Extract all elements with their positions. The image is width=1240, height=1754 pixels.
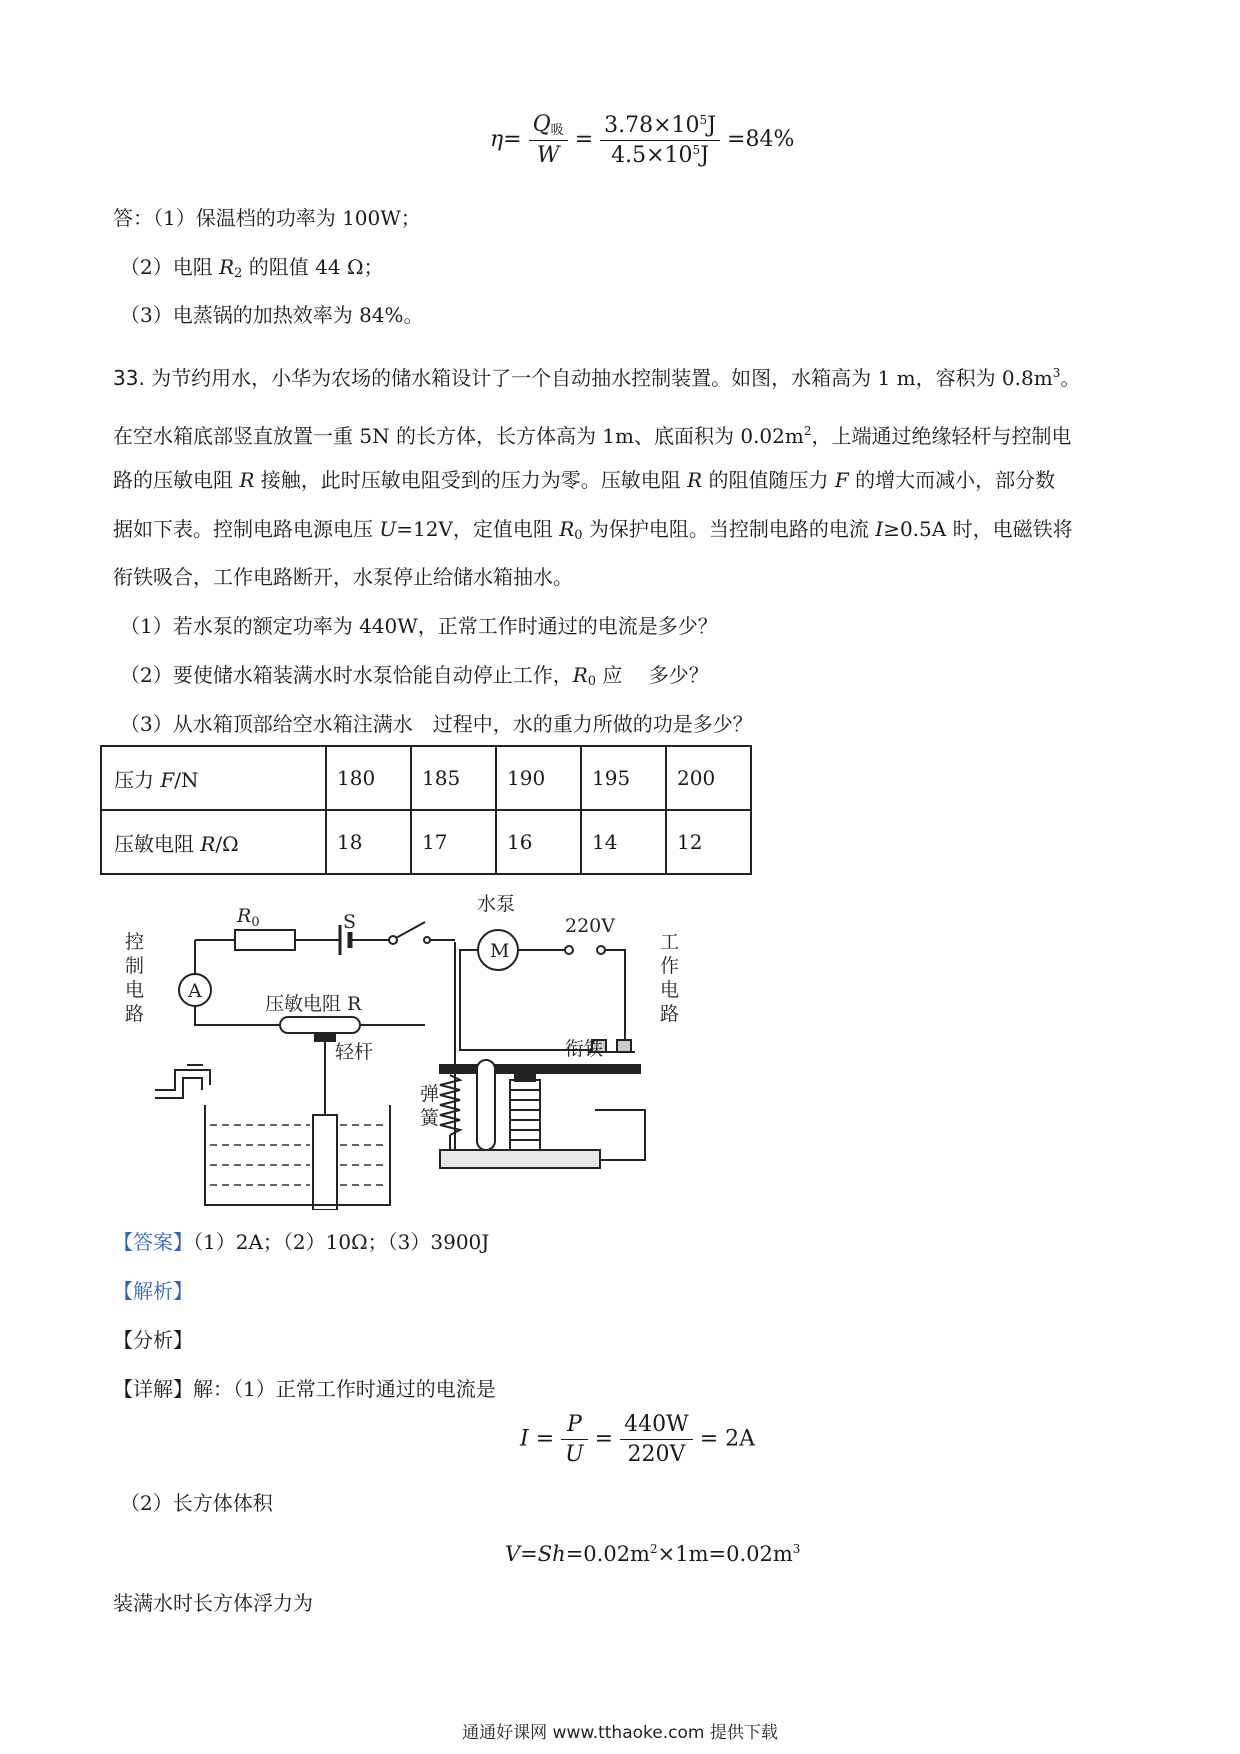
table-cell: 17 xyxy=(411,810,496,874)
table-cell: 18 xyxy=(326,810,411,874)
work-circuit-char: 工 xyxy=(660,931,680,953)
table-cell: 12 xyxy=(666,810,751,874)
motor-label: M xyxy=(490,940,510,962)
r0-label: $R_0$ xyxy=(237,905,260,930)
table-cell: 16 xyxy=(496,810,581,874)
problem-line-5: 衔铁吸合，工作电路断开，水泵停止给储水箱抽水。 xyxy=(113,565,573,589)
volume-formula: $V=Sh=0.02m^2\times 1m=0.02m^3$ xyxy=(505,1542,801,1566)
table-header-resistance: 压敏电阻 R/Ω xyxy=(101,810,326,874)
r0-resistor xyxy=(235,930,295,950)
fenxi-tag: 【分析】 xyxy=(113,1328,193,1352)
pressure-sensor xyxy=(280,1017,360,1033)
question-2: （2）要使储水箱装满水时水泵恰能自动停止工作，$R_0$ 应 多少？ xyxy=(120,663,709,689)
armature-label: 衔铁 xyxy=(565,1038,604,1060)
problem-line-2: 在空水箱底部竖直放置一重 5N 的长方体，长方体高为 1m、底面积为 $0.02m^2$，上端通过绝缘轻杆与控制电 xyxy=(113,424,1072,448)
answer-tag: 【答案】 xyxy=(113,1230,193,1254)
work-circuit-char: 路 xyxy=(660,1003,680,1025)
problem-line-4: 据如下表。控制电路电源电压 U=12V，定值电阻 $R_0$ 为保护电阻。当控制电路的电流 I≥0.5A 时，电磁铁将 xyxy=(113,517,1073,543)
circuit-diagram xyxy=(125,880,745,1210)
eta-symbol: η= xyxy=(490,127,522,152)
fraction-q-over-w: $\frac{Q_吸}{W}$ xyxy=(529,112,568,168)
efficiency-result: =84% xyxy=(727,127,795,152)
problem-number: 33. xyxy=(113,366,145,390)
spring-char: 弹 xyxy=(420,1083,440,1105)
step-2-line: （2）长方体体积 xyxy=(120,1491,273,1515)
work-circuit-char: 电 xyxy=(660,979,680,1001)
sensor-label: 压敏电阻 R xyxy=(265,993,362,1015)
fraction-values: $\frac{3.78\times 10^5J}{4.5\times 10^5J}$ xyxy=(600,113,720,168)
rod-label: 轻杆 xyxy=(335,1041,374,1063)
control-circuit-char: 路 xyxy=(125,1003,145,1025)
control-circuit-char: 控 xyxy=(125,931,145,953)
switch-label: S xyxy=(343,911,357,933)
problem-line-1: 33. 为节约用水，小华为农场的储水箱设计了一个自动抽水控制装置。如图，水箱高为 1 m，容积为 $0.8m^3$。 xyxy=(113,366,1081,390)
table-row xyxy=(101,810,751,874)
table-cell: 14 xyxy=(581,810,666,874)
efficiency-formula: η= $\frac{Q_吸}{W}$ = $\frac{3.78\times 10^5J}{4.5\times 10^5J}$ =84% xyxy=(490,112,795,168)
answer-line-3: （3）电蒸锅的加热效率为 84%。 xyxy=(120,303,424,327)
table-cell: 185 xyxy=(411,746,496,810)
work-circuit-char: 作 xyxy=(660,955,680,977)
answer-line-1: 答：（1）保温档的功率为 100W； xyxy=(113,206,421,230)
page-footer: 通通好课网 www.tthaoke.com 提供下载 xyxy=(462,1723,778,1743)
pressure-resistance-table xyxy=(100,745,752,875)
control-circuit-char: 制 xyxy=(125,955,145,977)
table-cell: 195 xyxy=(581,746,666,810)
spring-char: 簧 xyxy=(420,1107,440,1129)
control-circuit-char: 电 xyxy=(125,979,145,1001)
table-header-pressure: 压力 F/N xyxy=(101,746,326,810)
question-3: （3）从水箱顶部给空水箱注满水 过程中，水的重力所做的功是多少？ xyxy=(120,712,753,736)
question-1: （1）若水泵的额定功率为 440W，正常工作时通过的电流是多少？ xyxy=(120,614,718,638)
table-cell: 200 xyxy=(666,746,751,810)
pump-label: 水泵 xyxy=(477,893,516,915)
answer-summary: 【答案】（1）2A；（2）10Ω；（3）3900J xyxy=(113,1230,490,1254)
buoyancy-line: 装满水时长方体浮力为 xyxy=(113,1591,313,1615)
table-cell: 190 xyxy=(496,746,581,810)
current-formula: I = $\frac{P}{U}$ = $\frac{440W}{220V}$ = 2A xyxy=(520,1412,756,1467)
voltage-label: 220V xyxy=(565,915,615,937)
answer-line-2: （2）电阻 $R_2$ 的阻值 44 Ω； xyxy=(120,255,384,281)
analysis-tag: 【解析】 xyxy=(113,1279,193,1303)
problem-line-3: 路的压敏电阻 R 接触，此时压敏电阻受到的压力为零。压敏电阻 R 的阻值随压力 F 的增大而减小，部分数 xyxy=(113,468,1056,492)
detail-line: 【详解】解：（1）正常工作时通过的电流是 xyxy=(113,1377,496,1401)
table-cell: 180 xyxy=(326,746,411,810)
ammeter-label: A xyxy=(188,980,202,1002)
detail-tag: 【详解】 xyxy=(113,1377,193,1401)
table-row xyxy=(101,746,751,810)
